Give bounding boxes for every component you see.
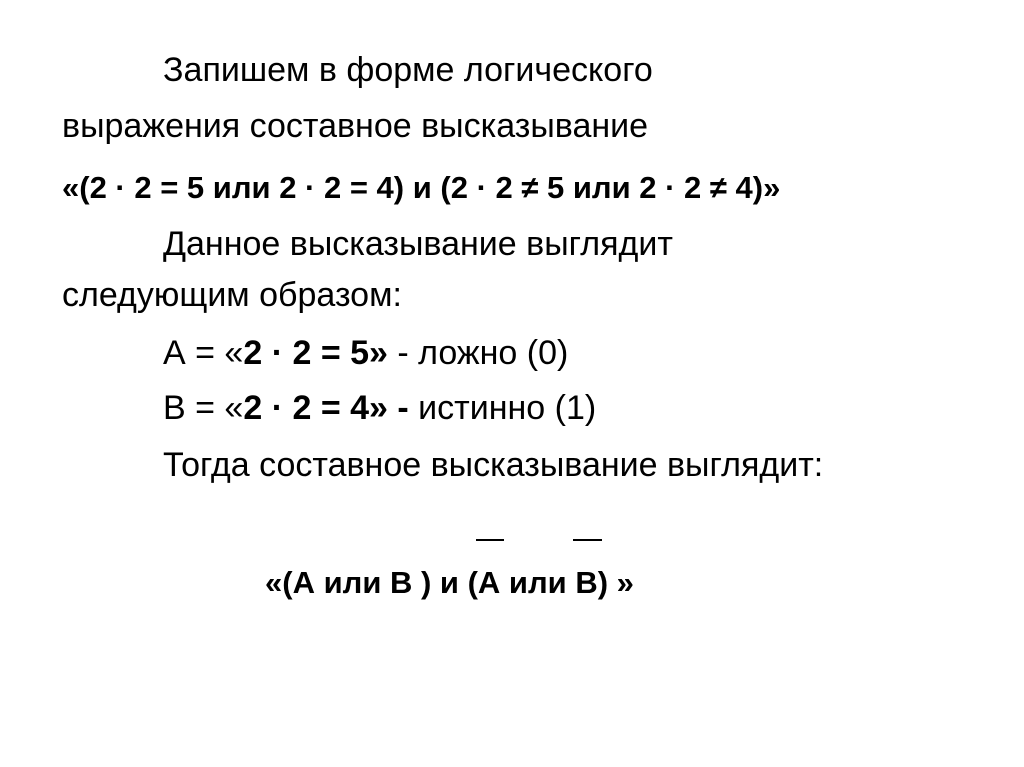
formula-part-1: «(А или В ) и ( bbox=[265, 565, 478, 600]
compound-statement: «(2 · 2 = 5 или 2 · 2 = 4) и (2 · 2 ≠ 5 или 2 · 2 ≠ 4)» bbox=[62, 170, 781, 205]
definition-a-prefix: А = « bbox=[163, 334, 244, 372]
definition-b bbox=[163, 388, 596, 428]
description-line-1: Данное высказывание выглядит bbox=[163, 225, 673, 263]
formula-part-2: или bbox=[500, 565, 576, 600]
definition-b-value: истинно (1) bbox=[408, 389, 597, 427]
negated-a: А bbox=[478, 563, 500, 603]
definition-a bbox=[163, 333, 568, 373]
definition-a-value: - ложно (0) bbox=[387, 334, 569, 372]
definition-b-expression: 2 · 2 = 4» - bbox=[243, 389, 409, 427]
intro-line-2: выражения составное высказывание bbox=[62, 107, 649, 145]
description-line-2: следующим образом: bbox=[62, 276, 402, 314]
conclusion-text: Тогда составное высказывание выглядит: bbox=[163, 446, 824, 484]
definition-a-expression: 2 · 2 = 5» bbox=[243, 334, 388, 372]
intro-line-1: Запишем в форме логического bbox=[163, 51, 653, 89]
logical-formula bbox=[265, 563, 634, 603]
formula-part-3: ) » bbox=[597, 565, 634, 600]
definition-b-prefix: В = « bbox=[163, 389, 244, 427]
negated-b: В bbox=[575, 563, 597, 603]
